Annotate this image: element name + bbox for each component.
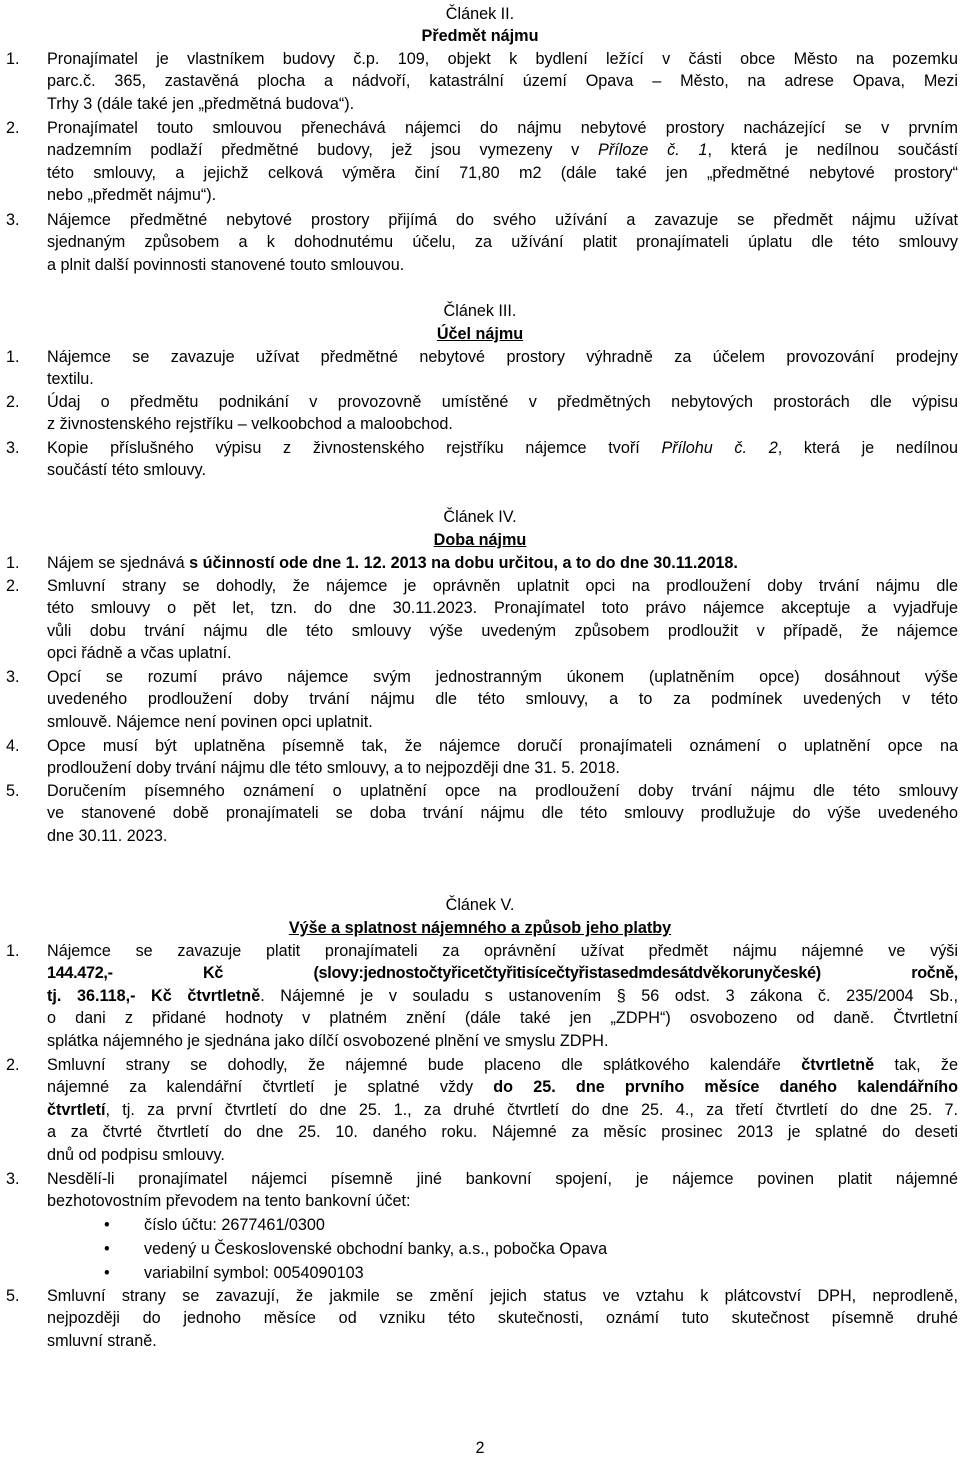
clause-line: textilu.: [47, 370, 94, 389]
clause-line: z živnostenského rejstříku – velkoobchod a maloobchod.: [47, 415, 453, 434]
clause-line: tj. 36.118,- Kč čtvrtletně. Nájemné je v souladu s ustanovením § 56 odst. 3 zákona č. 235/2004 Sb.,: [47, 986, 958, 1005]
clause-line: splátka nájemného je sjednána jako dílčí osvobozené plnění ve smyslu ZDPH.: [47, 1031, 609, 1050]
art5-clause-3: [0, 1168, 960, 1213]
clause-number: 1.: [6, 50, 20, 68]
clause-line: čtvrtletí, tj. za první čtvrtletí do dne 25. 1., za druhé čtvrtletí do dne 25. 4., za třetí čtvrtletí do dne 25. 7.: [47, 1100, 958, 1119]
clause-line: Smluvní strany se dohodly, že nájemce je oprávněn uplatnit opci na prodloužení doby trvání nájmu dle: [47, 577, 958, 595]
clause-line: Nájem se sjednává s účinností ode dne 1. 12. 2013 na dobu určitou, a to do dne 30.11.2018.: [47, 554, 738, 572]
art4-clause-3: [0, 666, 960, 733]
clause-line: prodloužení doby trvání nájmu dle této smlouvy, a to nejpozději dne 31. 5. 2018.: [47, 759, 620, 778]
art4-clause-5: [0, 780, 960, 847]
clause-line: dne 30.11. 2023.: [47, 826, 168, 845]
clause-number: 3.: [6, 1170, 20, 1188]
clause-number: 5.: [6, 1287, 20, 1305]
clause-line: Smluvní strany se dohodly, že nájemné bude placeno dle splátkového kalendáře čtvrtletně tak, že: [47, 1056, 959, 1074]
clause-line: Smluvní strany se zavazují, že jakmile se změní jejich status ve vztahu k plátcovství DPH, neprodleně,: [47, 1287, 958, 1305]
bullet-icon: •: [104, 1264, 110, 1282]
clause-number: 3.: [6, 668, 20, 686]
clause-line: Doručením písemného oznámení o uplatnění opce na prodloužení doby trvání nájmu dle této smlouvy: [47, 782, 958, 800]
clause-line: a za čtvrté čtvrtletí do dne 25. 10. daného roku. Nájemné za měsíc prosinec 2013 je splatné do deseti: [47, 1123, 958, 1142]
clause-line: sjednaným způsobem a k dohodnutému účelu, za užívání platit pronajímateli úplatu dle této smlouvy: [47, 233, 958, 252]
clause-number: 1.: [6, 348, 20, 366]
document-page: Článek II. Předmět nájmu 1. Pronajímatel je vlastníkem budovy č.p. 109, objekt k bydlení ležící v části obce Město na pozemku parc.č. 365, zastavěná plocha a nádvoří, katastrální území Opava – Město, na adrese Opava, Mezi Trhy 3 (dále také jen „předmětná budova“). 2. Pronajímatel touto smlouvou přenechává nájemci do nájmu nebytové prostory nacházející se v prvním nadzemním podlaží předmětné budovy, jež jsou vymezeny v Příloze č. 1, která je nedílnou součástí této smlouvy, a jejichž celková výměra činí 71,80 m2 (dále také jen „předmětné nebytové prostory“ nebo „předmět nájmu“). 3. Nájemce předmětné nebytové prostory přijímá do svého užívání a zavazuje se předmět nájmu užívat sjednaným způsobem a k dohodnutému účelu, za užívání platit pronajímateli úplatu dle této smlouvy a plnit další povinnosti stanovené touto smlouvou. Článek III. Účel nájmu 1. Nájemce se zavazuje užívat předmětné nebytové prostory výhradně za účelem provozování prodejny textilu. 2. Údaj o předmětu podnikání v provozovně umístěné v předmětných nebytových prostorách dle výpisu z živnostenského rejstříku – velkoobchod a maloobchod. 3. Kopie příslušného výpisu z živnostenského rejstříku nájemce tvoří Přílohu č. 2, která je nedílnou součástí této smlouvy. Článek IV. Doba nájmu 1. Nájem se sjednává s účinností ode dne 1. 12. 2013 na dobu určitou, a to do dne 30.11.2018. 2. Smluvní strany se dohodly, že nájemce je oprávněn uplatnit opci na prodloužení doby trvání nájmu dle této smlouvy o pět let, tzn. do dne 30.11.2023. Pronajímatel toto právo nájemce akceptuje a vyjadřuje vůli dobu trvání nájmu dle této smlouvy výše uvedeným způsobem prodloužit v případě, že nájemce opci řádně a včas uplatní. 3. Opcí se rozumí právo nájemce svým jednostranným úkonem (uplatněním opce) dosáhnout výše uvedeného prodloužení doby trvání nájmu dle této smlouvy, a to za podmínek uvedených v této smlouvě. Nájemce není povinen opci uplatnit. 4. Opce musí být uplatněna písemně tak, že nájemce doručí pronajímateli oznámení o uplatnění opce na prodloužení doby trvání nájmu dle této smlouvy, a to nejpozději dne 31. 5. 2018. 5. Doručením písemného oznámení o uplatnění opce na prodloužení doby trvání nájmu dle této smlouvy ve stanovené době pronajímateli se doba trvání nájmu dle této smlouvy prodlužuje do výše uvedeného dne 30.11. 2023. Článek V. Výše a splatnost nájemného a způsob jeho platby 1. Nájemce se zavazuje platit pronajímateli za oprávnění užívat předmět nájmu nájemné ve výši 144.472,- Kč (slovy:jednostočtyřicetčtyřitisícečtyřistasedmdesátdvěkorunyčeské) ročně, tj. 36.118,- Kč čtvrtletně. Nájemné je v souladu s ustanovením § 56 odst. 3 zákona č. 235/2004 Sb., o dani z přidané hodnoty v platném znění (dále také jen „ZDPH“) osvobozeno od daně. Čtvrtletní splátka nájemného je sjednána jako dílčí osvobozené plnění ve smyslu ZDPH. 2. Smluvní strany se dohodly, že nájemné bude placeno dle splátkového kalendáře čtvrtletně tak, že nájemné za kalendářní čtvrtletí je splatné vždy do 25. dne prvního měsíce daného kalendářního čtvrtletí, tj. za první čtvrtletí do dne 25. 1., za druhé čtvrtletí do dne 25. 4., za třetí čtvrtletí do dne 25. 7. a za čtvrté čtvrtletí do dne 25. 10. daného roku. Nájemné za měsíc prosinec 2013 je splatné do deseti dnů od podpisu smlouvy. 3. Nesdělí-li pronajímatel nájemci písemně jiné bankovní spojení, je nájemce povinen platit nájemné bezhotovostním převodem na tento bankovní účet: • číslo účtu: 2677461/0300 • vedený u Československé obchodní banky, a.s., pobočka Opava • variabilní symbol: 0054090103 5. Smluvní strany se zavazují, že jakmile se změní jejich status ve vztahu k plátcovství DPH, neprodleně, nejpozději do jednoho měsíce od vzniku této skutečnosti, oznámí tuto skutečnost písemně druhé smluvní straně. 2: [0, 0, 960, 1463]
article-4-heading: Článek IV.: [443, 508, 517, 526]
clause-line: Nájemce se zavazuje platit pronajímateli za oprávnění užívat předmět nájmu nájemné ve výši: [47, 942, 958, 960]
clause-number: 2.: [6, 119, 20, 137]
clause-line: Nájemce předmětné nebytové prostory přijímá do svého užívání a zavazuje se předmět nájmu užívat: [47, 211, 958, 229]
article-2-title: Předmět nájmu: [421, 27, 539, 45]
quarterly-rent: tj. 36.118,- Kč čtvrtletně: [47, 986, 261, 1005]
clause-line: této smlouvy o pět let, tzn. do dne 30.11.2023. Pronajímatel toto právo nájemce akceptuje a vyjadřuje: [47, 599, 958, 618]
clause-line: uvedeného prodloužení doby trvání nájmu dle této smlouvy, a to za podmínek uvedených v této: [47, 690, 958, 709]
art2-clause-2: [0, 117, 960, 207]
clause-line: dnů od podpisu smlouvy.: [47, 1145, 225, 1164]
clause-line: vůli dobu trvání nájmu dle této smlouvy výše uvedeným způsobem prodloužit v případě, že nájemce: [47, 621, 958, 640]
clause-line: a plnit další povinnosti stanovené touto smlouvou.: [47, 255, 405, 274]
bullet-icon: •: [104, 1240, 110, 1258]
clause-line: Kopie příslušného výpisu z živnostenského rejstříku nájemce tvoří Přílohu č. 2, která je nedílnou: [47, 439, 958, 457]
clause-number: 3.: [6, 211, 20, 229]
article-5-title: Výše a splatnost nájemného a způsob jeho platby: [288, 919, 672, 937]
art5-clause-5: [0, 1285, 960, 1352]
annex-reference: Přílohu č. 2: [661, 439, 778, 457]
clause-number: 2.: [6, 577, 20, 595]
clause-number: 2.: [6, 1056, 20, 1074]
article-3-heading: Článek III.: [443, 302, 517, 320]
article-4-title: Doba nájmu: [433, 531, 527, 549]
art3-clause-1: [0, 346, 960, 391]
clause-line: parc.č. 365, zastavěná plocha a nádvoří, katastrální území Opava – Město, na adrese Opava, Mezi: [47, 72, 958, 91]
clause-number: 5.: [6, 782, 20, 800]
article-2-heading: Článek II.: [445, 5, 515, 23]
rent-amount: 144.472,- Kč (slovy:jednostočtyřicetčtyřitisícečtyřistasedmdesátdvěkorunyčeské) ročně,: [47, 964, 958, 983]
clause-line: Nesdělí-li pronajímatel nájemci písemně jiné bankovní spojení, je nájemce povinen platit nájemné: [47, 1170, 958, 1188]
clause-line: nebo „předmět nájmu“).: [47, 186, 217, 205]
clause-number: 1.: [6, 942, 20, 960]
clause-line: opci řádně a včas uplatní.: [47, 644, 232, 663]
clause-number: 3.: [6, 439, 20, 457]
art5-clause-2: [0, 1054, 960, 1166]
art5-clause-1: [0, 940, 960, 1052]
art4-clause-2: [0, 575, 960, 665]
clause-line: součástí této smlouvy.: [47, 461, 206, 480]
page-number: 2: [475, 1439, 485, 1457]
art3-clause-3: [0, 437, 960, 482]
clause-line: smluvní straně.: [47, 1331, 157, 1350]
clause-line: nejpozději do jednoho měsíce od vzniku této skutečnosti, oznámí tuto skutečnost písemně druhé: [47, 1309, 958, 1328]
art4-clause-1: [0, 552, 960, 574]
annex-reference: Příloze č. 1: [598, 141, 708, 160]
clause-line: Nájemce se zavazuje užívat předmětné nebytové prostory výhradně za účelem provozování prodejny: [47, 348, 958, 366]
clause-line: o dani z přidané hodnoty v platném znění (dále také jen „ZDPH“) osvobozeno od daně. Čtvrtletní: [47, 1009, 958, 1028]
clause-line: Pronajímatel je vlastníkem budovy č.p. 109, objekt k bydlení ležící v části obce Město na pozemku: [47, 50, 958, 68]
clause-line: této smlouvy, a jejichž celková výměra činí 71,80 m2 (dále také jen „předmětné nebytové prostory“: [47, 163, 958, 182]
clause-number: 4.: [6, 737, 20, 755]
art2-clause-3: [0, 209, 960, 276]
article-5-heading: Článek V.: [445, 896, 515, 914]
clause-line: nadzemním podlaží předmětné budovy, jež jsou vymezeny v Příloze č. 1, která je nedílnou součástí: [47, 141, 959, 160]
art4-clause-4: [0, 735, 960, 780]
clause-number: 2.: [6, 393, 20, 411]
lease-term: s účinností ode dne 1. 12. 2013 na dobu určitou, a to do dne 30.11.2018.: [189, 554, 738, 572]
clause-line: Pronajímatel touto smlouvou přenechává nájemci do nájmu nebytové prostory nacházející se v prvním: [47, 119, 958, 137]
clause-line: Opcí se rozumí právo nájemce svým jednostranným úkonem (uplatněním opce) dosáhnout výše: [47, 668, 958, 686]
clause-number: 1.: [6, 554, 20, 572]
clause-line: ve stanovené době pronajímateli se doba trvání nájmu dle této smlouvy prodlužuje do výše uvedeného: [47, 804, 958, 823]
article-3-title: Účel nájmu: [436, 325, 524, 343]
art2-clause-1: [0, 48, 960, 115]
clause-line: Opce musí být uplatněna písemně tak, že nájemce doručí pronajímateli oznámení o uplatnění opce na: [47, 737, 958, 755]
clause-line: nájemné za kalendářní čtvrtletí je splatné vždy do 25. dne prvního měsíce daného kalendářního: [47, 1078, 958, 1097]
clause-line: bezhotovostním převodem na tento bankovní účet:: [47, 1192, 411, 1211]
clause-line: Údaj o předmětu podnikání v provozovně umístěné v předmětných nebytových prostorách dle výpisu: [47, 393, 958, 411]
clause-line: smlouvě. Nájemce není povinen opci uplatnit.: [47, 712, 373, 731]
clause-line: Trhy 3 (dále také jen „předmětná budova“).: [47, 94, 355, 113]
bullet-icon: •: [104, 1216, 110, 1234]
art3-clause-2: [0, 391, 960, 436]
